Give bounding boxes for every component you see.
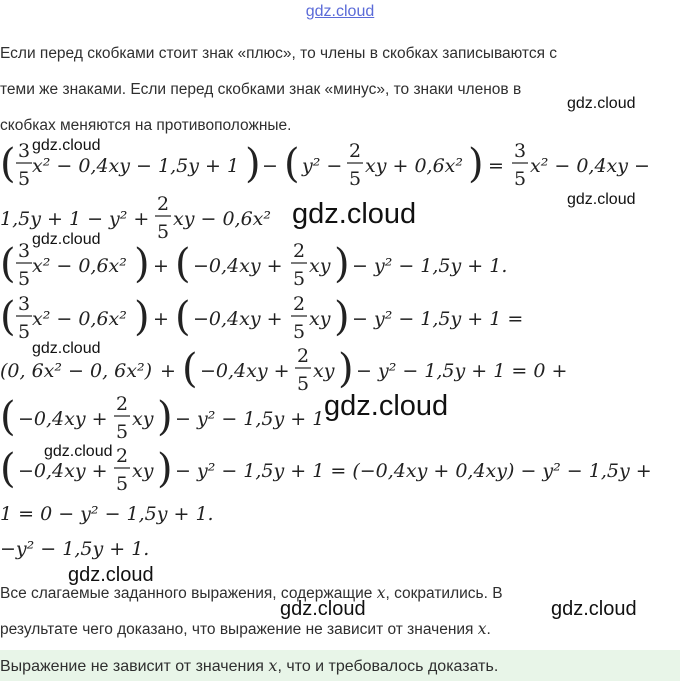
l4-frac2-num: 2 [293, 293, 306, 315]
l3-frac-num: 3 [18, 240, 31, 262]
l1-minus: − [262, 155, 278, 177]
l3-frac2-den: 5 [293, 268, 306, 290]
l4-expr: x² − 0,6x² [32, 308, 127, 330]
l3-paren-close: ) [134, 241, 150, 287]
watermark: gdz.cloud [567, 95, 636, 112]
l1-frac3-num: 3 [514, 140, 527, 162]
watermark: gdz.cloud [68, 564, 154, 586]
conclusion-text-b: , что и требовалось доказать. [277, 658, 499, 675]
l4-paren-open: ( [0, 294, 16, 340]
l6-expr-3: − y² − 1,5y + 1 [175, 408, 325, 430]
l5-expr-3: xy [313, 360, 335, 382]
l1-expr: x² − 0,4xy − 1,5y + 1 [32, 155, 240, 177]
conclusion-var: x [268, 656, 278, 675]
l4-expr-2: −0,4xy + [193, 308, 283, 330]
l3-plus: + [153, 255, 169, 277]
l5-expr-4: − y² − 1,5y + 1 = 0 + [356, 360, 568, 382]
l1-frac2-num: 2 [349, 140, 362, 162]
watermark: gdz.cloud [32, 137, 101, 154]
l6-paren-open: ( [0, 394, 16, 440]
watermark: gdz.cloud [32, 231, 101, 248]
l6-expr-2: xy [132, 408, 154, 430]
l3-paren-open: ( [0, 241, 16, 287]
l5-expr-2: −0,4xy + [200, 360, 290, 382]
l9-expr: −y² − 1,5y + 1. [0, 538, 150, 560]
l4-plus: + [153, 308, 169, 330]
outro-var: x [376, 584, 386, 602]
l3-paren-open-2: ( [175, 241, 191, 287]
l2-expr-2: xy − 0,6x² [173, 208, 271, 230]
l1-frac-den: 5 [18, 168, 31, 190]
l4-paren-close: ) [134, 294, 150, 340]
outro-text-c: результате чего доказано, что выражение не зависит от значения [0, 621, 478, 638]
watermark: gdz.cloud [324, 390, 449, 422]
l4-paren-close-2: ) [334, 294, 350, 340]
l1-expr-4: x² − 0,4xy − [530, 155, 650, 177]
l2-frac-den: 5 [157, 221, 170, 243]
intro-line-2: теми же знаками. Если перед скобками знак «минус», то знаки членов в [0, 81, 522, 98]
l3-expr: x² − 0,6x² [32, 255, 127, 277]
l8-expr: 1 = 0 − y² − 1,5y + 1. [0, 503, 214, 525]
l1-frac3-den: 5 [514, 168, 527, 190]
conclusion-banner [0, 650, 680, 681]
l1-frac2-den: 5 [349, 168, 362, 190]
outro-text-a: Все слагаемые заданного выражения, содержащие [0, 585, 377, 602]
l2-frac-num: 2 [157, 193, 170, 215]
l1-paren-open-2: ( [284, 141, 300, 187]
l1-expr-3: xy + 0,6x² [365, 155, 463, 177]
outro-var-2: x [477, 620, 487, 638]
l7-paren-open: ( [0, 446, 16, 492]
l7-frac-num: 2 [116, 445, 129, 467]
l4-frac2-den: 5 [293, 321, 306, 343]
watermark: gdz.cloud [280, 598, 366, 620]
conclusion-text-a: Выражение не зависит от значения [0, 658, 269, 675]
l3-paren-close-2: ) [334, 241, 350, 287]
l7-frac-den: 5 [116, 473, 129, 495]
l5-plus: + [160, 360, 176, 382]
l4-frac-den: 5 [18, 321, 31, 343]
watermark: gdz.cloud [32, 340, 101, 357]
l1-expr-2: y² − [302, 155, 343, 177]
l4-expr-4: − y² − 1,5y + 1 = [352, 308, 524, 330]
l7-paren-close: ) [157, 446, 173, 492]
l5-frac-num: 2 [297, 345, 310, 367]
l5-frac-den: 5 [297, 373, 310, 395]
l3-expr-3: xy [309, 255, 331, 277]
l1-paren-close: ) [245, 141, 261, 187]
intro-line-1: Если перед скобками стоит знак «плюс», то члены в скобках записываются с [0, 45, 558, 62]
l5-expr: (0, 6x² − 0, 6x²) [0, 360, 152, 382]
l1-paren-open: ( [0, 141, 16, 187]
intro-line-3: скобках меняются на противоположные. [0, 117, 292, 134]
l1-paren-close-2: ) [468, 141, 484, 187]
l6-expr: −0,4xy + [18, 408, 108, 430]
l4-expr-3: xy [309, 308, 331, 330]
l3-expr-2: −0,4xy + [193, 255, 283, 277]
l4-paren-open-2: ( [175, 294, 191, 340]
watermark: gdz.cloud [292, 198, 417, 230]
l5-paren-close: ) [338, 346, 354, 392]
outro-text-b: , сократились. В [385, 585, 503, 602]
watermark: gdz.cloud [44, 443, 113, 460]
outro-text-d: . [486, 621, 491, 638]
l7-expr-3: − y² − 1,5y + 1 = (−0,4xy + 0,4xy) − y² − 1,5y + [175, 460, 652, 482]
watermark: gdz.cloud [567, 191, 636, 208]
l6-frac-num: 2 [116, 393, 129, 415]
l5-paren-open: ( [182, 346, 198, 392]
l7-expr-2: xy [132, 460, 154, 482]
watermark: gdz.cloud [551, 598, 637, 620]
site-link[interactable]: gdz.cloud [305, 3, 375, 20]
l3-expr-4: − y² − 1,5y + 1. [352, 255, 508, 277]
l7-expr: −0,4xy + [18, 460, 108, 482]
l6-paren-close: ) [157, 394, 173, 440]
l3-frac2-num: 2 [293, 240, 306, 262]
l2-expr: 1,5y + 1 − y² + [0, 208, 150, 230]
l6-frac-den: 5 [116, 421, 129, 443]
l4-frac-num: 3 [18, 293, 31, 315]
l3-frac-den: 5 [18, 268, 31, 290]
l1-equals: = [488, 155, 504, 177]
l1-frac-num: 3 [18, 140, 31, 162]
